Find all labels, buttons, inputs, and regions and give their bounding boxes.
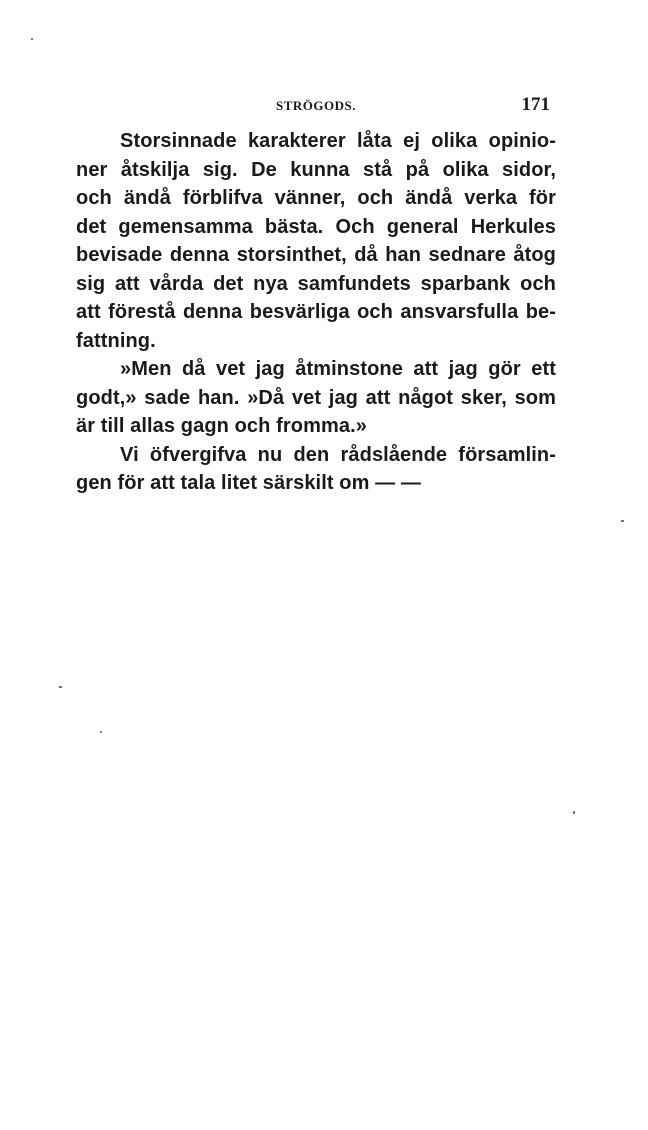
paper-speck — [100, 731, 102, 733]
text-line: det gemensamma bästa. Och general Herkules — [76, 215, 556, 238]
paper-speck — [621, 520, 624, 522]
page-number: 171 — [521, 94, 550, 115]
text-line: bevisade denna storsinthet, då han sednare åtog — [76, 244, 556, 266]
text-line: godt,» sade han. »Då vet jag att något sker, som — [76, 386, 556, 409]
text-line: gen för att tala litet särskilt om — — — [76, 472, 421, 494]
paper-speck — [31, 38, 33, 40]
paper-speck — [573, 811, 575, 814]
text-line: ner åtskilja sig. De kunna stå på olika sidor, — [76, 158, 556, 181]
running-head — [76, 94, 556, 118]
paper-speck — [59, 686, 62, 688]
text-line: »Men då vet jag åtminstone att jag gör ett — [120, 358, 556, 380]
text-line: sig att vårda det nya samfundets sparbank och — [76, 272, 556, 295]
text-line: och ändå förblifva vänner, och ändå verka för — [76, 187, 556, 209]
text-line: att förestå denna besvärliga och ansvarsfulla be- — [76, 301, 556, 323]
body-text — [76, 127, 556, 498]
text-line: fattning. — [76, 329, 156, 352]
text-line: Vi öfvergifva nu den rådslående församlin- — [120, 443, 556, 466]
running-title: STRÖGODS. — [276, 98, 356, 113]
text-line: är till allas gagn och fromma.» — [76, 415, 367, 437]
text-line: Storsinnade karakterer låta ej olika opinio- — [120, 130, 556, 152]
